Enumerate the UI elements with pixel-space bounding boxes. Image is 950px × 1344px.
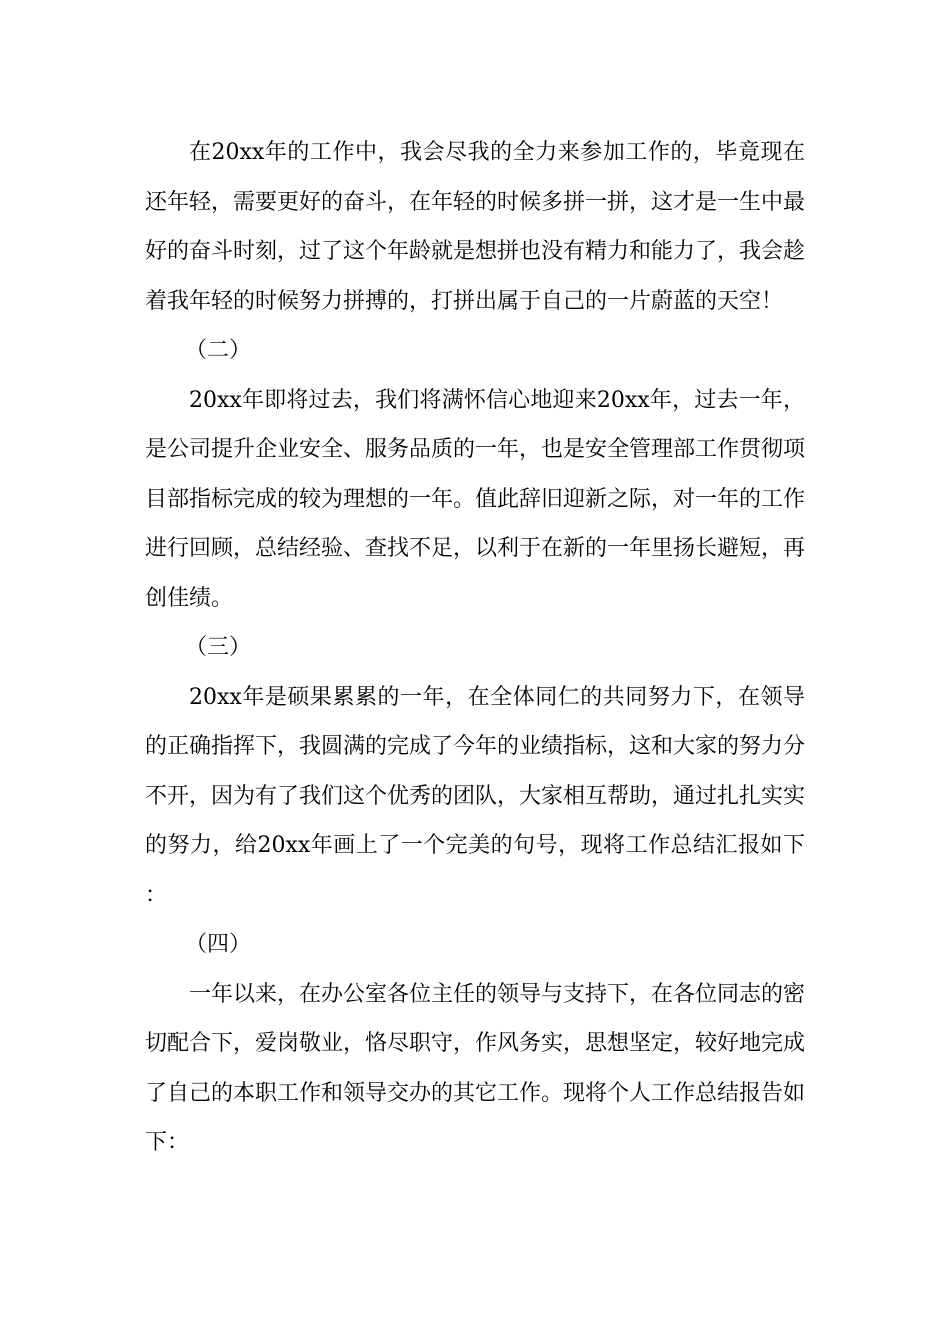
body-paragraph-4: 一年以来，在办公室各位主任的领导与支持下，在各位同志的密切配合下，爱岗敬业，恪尽职守，作风务实，思想坚定，较好地完成了自己的本职工作和领导交办的其它工作。现将个人工作总结报告如下： [145,981,806,1155]
body-paragraph-1: 在20xx年的工作中，我会尽我的全力来参加工作的，毕竟现在还年轻，需要更好的奋斗，在年轻的时候多拼一拼，这才是一生中最好的奋斗时刻，过了这个年龄就是想拼也没有精力和能力了，我会趁着我年轻的时候努力拼搏的，打拼出属于自己的一片蔚蓝的天空！ [145,140,806,314]
section-heading-4: （四） [185,932,252,957]
body-paragraph-2: 20xx年即将过去，我们将满怀信心地迎来20xx年，过去一年，是公司提升企业安全、服务品质的一年，也是安全管理部工作贯彻项目部指标完成的较为理想的一年。值此辞旧迎新之际，对一年的工作进行回顾，总结经验、查找不足，以利于在新的一年里扬长避短，再创佳绩。 [145,387,806,611]
section-heading-2: （二） [185,338,252,363]
body-paragraph-3: 20xx年是硕果累累的一年，在全体同仁的共同努力下，在领导的正确指挥下，我圆满的完成了今年的业绩指标，这和大家的努力分不开，因为有了我们这个优秀的团队，大家相互帮助，通过扎扎实实的努力，给20xx年画上了一个完美的句号，现将工作总结汇报如下： [145,684,806,908]
section-heading-3: （三） [185,635,252,660]
